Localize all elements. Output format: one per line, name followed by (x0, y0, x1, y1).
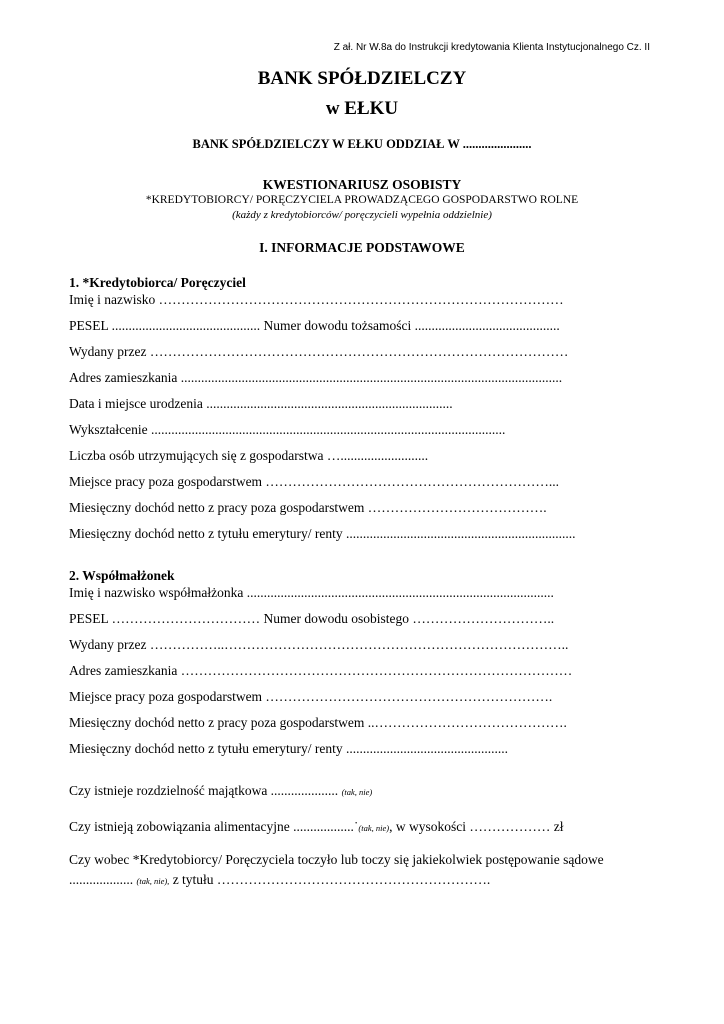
field-education: Wykształcenie ......................................................................................................... (69, 422, 506, 437)
spouse-field-workplace: Miejsce pracy poza gospodarstwem ………………………………………………………. (69, 689, 553, 704)
bank-title: BANK SPÓŁDZIELCZY (257, 68, 467, 89)
field-birth: Data i miejsce urodzenia ......................................................................... (69, 396, 453, 411)
branch-line: BANK SPÓŁDZIELCZY W EŁKU ODDZIAŁ W ...................... (192, 137, 532, 151)
field-address: Adres zamieszkania ................................................................................................................. (69, 370, 563, 385)
spouse-field-issued-by: Wydany przez ……………..………………………………………………………………….. (69, 637, 569, 652)
field-issued-by: Wydany przez ………………………………………………………………………………… (69, 344, 569, 359)
form-title: KWESTIONARIUSZ OSOBISTY (262, 177, 462, 192)
spouse-field-name: Imię i nazwisko współmałżonka ........................................................................................... (69, 585, 554, 600)
spouse-field-income-work: Miesięczny dochód netto z pracy poza gospodarstwem ..……………………………………. (69, 715, 567, 730)
field-name: Imię i nazwisko ……………………………………………………………………………… (69, 292, 564, 307)
question-alimony-hint: (tak, nie) (358, 823, 390, 833)
field-income-pension: Miesięczny dochód netto z tytułu emerytury/ renty .................................................................... (69, 526, 576, 541)
question-court-proceedings-answer: ................... (69, 872, 137, 887)
bank-city: w EŁKU (325, 98, 399, 119)
question-court-proceedings-hint: (tak, nie), (136, 876, 170, 886)
question-alimony (69, 819, 563, 835)
attachment-note: Z ał. Nr W.8a do Instrukcji kredytowania Klienta Instytucjonalnego Cz. II (333, 42, 650, 53)
question-court-proceedings-title: z tytułu ……………………………………………………. (169, 872, 491, 887)
spouse-field-income-pension: Miesięczny dochód netto z tytułu emerytury/ renty ................................................ (69, 741, 509, 756)
question-alimony-amount: , w wysokości ……………… zł (389, 819, 564, 834)
question-court-proceedings: Czy wobec *Kredytobiorcy/ Poręczyciela toczyło lub toczy się jakiekolwiek postępowanie sądowe (69, 852, 604, 867)
form-note: (każdy z kredytobiorców/ poręczycieli wypełnia oddzielnie) (232, 209, 492, 221)
spouse-field-pesel-id: PESEL …………………………… Numer dowodu osobistego ………………………….. (69, 611, 555, 626)
field-household-count: Liczba osób utrzymujących się z gospodarstwa ….......................... (69, 448, 429, 463)
part2-heading: 2. Współmałżonek (69, 568, 175, 583)
field-workplace: Miejsce pracy poza gospodarstwem ………………………………………………………... (69, 474, 560, 489)
field-pesel-id: PESEL ............................................ Numer dowodu tożsamości ........................................... (69, 318, 560, 333)
question-court-proceedings-line2 (69, 872, 490, 888)
question-alimony-text: Czy istnieją zobowiązania alimentacyjne ..................˙ (69, 819, 359, 834)
part1-heading: 1. *Kredytobiorca/ Poręczyciel (69, 275, 246, 290)
question-property-separation (69, 783, 372, 799)
spouse-field-address: Adres zamieszkania …………………………………………………………………………… (69, 663, 573, 678)
question-property-separation-text: Czy istnieje rozdzielność majątkowa .................... (69, 783, 342, 798)
field-income-work: Miesięczny dochód netto z pracy poza gospodarstwem …………………………………. (69, 500, 547, 515)
form-subtitle: *KREDYTOBIORCY/ PORĘCZYCIELA PROWADZĄCEGO GOSPODARSTWO ROLNE (145, 194, 579, 206)
section-title: I. INFORMACJE PODSTAWOWE (259, 240, 465, 255)
question-property-separation-hint: (tak, nie) (341, 787, 373, 797)
